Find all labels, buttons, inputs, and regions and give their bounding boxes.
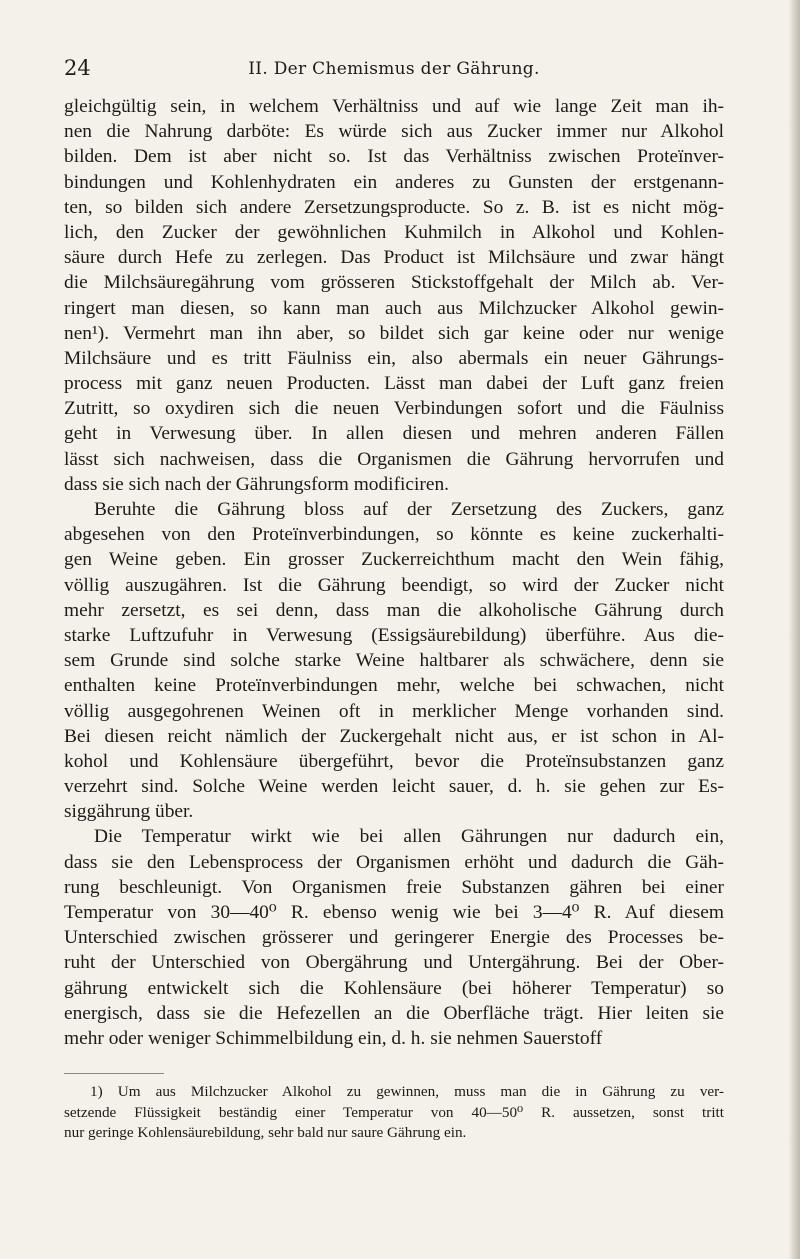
footnote-line: setzende Flüssigkeit beständig einer Temperatur von 40—50⁰ R. aussetzen, sonst tritt bbox=[64, 1103, 724, 1121]
footnote-line: nur geringe Kohlensäurebildung, sehr bald nur saure Gährung ein. bbox=[64, 1124, 467, 1142]
text-line: nen¹). Vermehrt man ihn aber, so bildet sich gar keine oder nur wenige bbox=[64, 322, 724, 344]
text-line: dass sie den Lebensprocess der Organismen erhöht und dadurch die Gäh- bbox=[64, 851, 724, 873]
text-line: bindungen und Kohlenhydraten ein anderes zu Gunsten der erstgenann- bbox=[64, 171, 724, 193]
text-line: enthalten keine Proteïnverbindungen mehr, welche bei schwachen, nicht bbox=[64, 675, 724, 697]
text-line: siggährung über. bbox=[64, 801, 194, 823]
text-line: gleichgültig sein, in welchem Verhältniss und auf wie lange Zeit man ih- bbox=[64, 96, 724, 117]
running-head: II. Der Chemismus der Gährung. bbox=[248, 59, 540, 79]
text-line: Milchsäure und es tritt Fäulniss ein, also abermals ein neuer Gährungs- bbox=[64, 347, 724, 369]
text-line: Temperatur von 30—40⁰ R. ebenso wenig wie bei 3—4⁰ R. Auf diesem bbox=[64, 902, 724, 923]
text-line: säure durch Hefe zu zerlegen. Das Product ist Milchsäure und zwar hängt bbox=[64, 247, 724, 269]
text-line: Die Temperatur wirkt wie bei allen Gährungen nur dadurch ein, bbox=[94, 826, 724, 848]
text-line: energisch, dass sie die Hefezellen an die Oberfläche trägt. Hier leiten sie bbox=[64, 1002, 724, 1024]
text-line: verzehrt sind. Solche Weine werden leicht sauer, d. h. sie gehen zur Es- bbox=[64, 776, 724, 798]
text-line: mehr oder weniger Schimmelbildung ein, d. h. sie nehmen Sauerstoff bbox=[64, 1027, 603, 1049]
footnote-rule bbox=[64, 1073, 164, 1074]
text-line: geht in Verwesung über. In allen diesen und mehren anderen Fällen bbox=[64, 423, 724, 445]
text-line: dass sie sich nach der Gährungsform modificiren. bbox=[64, 473, 450, 495]
paragraph bbox=[64, 824, 724, 1051]
text-line: ten, so bilden sich andere Zersetzungsproducte. So z. B. ist es nicht mög- bbox=[64, 196, 724, 218]
text-line: Beruhte die Gährung bloss auf der Zersetzung des Zuckers, ganz bbox=[94, 499, 724, 520]
text-line: bilden. Dem ist aber nicht so. Ist das Verhältniss zwischen Proteïnver- bbox=[64, 146, 724, 168]
text-line: abgesehen von den Proteïnverbindungen, so könnte es keine zuckerhalti- bbox=[64, 524, 724, 546]
body-text bbox=[64, 94, 724, 1051]
text-line: starke Luftzufuhr in Verwesung (Essigsäurebildung) überführe. Aus die- bbox=[64, 624, 724, 646]
text-line: völlig ausgegohrenen Weinen oft in merklicher Menge vorhanden sind. bbox=[64, 700, 724, 722]
text-line: sem Grunde sind solche starke Weine haltbarer als schwächere, denn sie bbox=[64, 650, 724, 672]
text-line: die Milchsäuregährung vom grösseren Stickstoffgehalt der Milch ab. Ver- bbox=[64, 272, 724, 294]
book-page bbox=[64, 56, 724, 1144]
text-line: Unterschied zwischen grösserer und geringerer Energie des Processes be- bbox=[64, 927, 724, 949]
text-line: lässt sich nachweisen, dass die Organismen die Gährung hervorrufen und bbox=[64, 448, 724, 470]
text-line: ringert man diesen, so kann man auch aus Milchzucker Alkohol gewin- bbox=[64, 297, 724, 319]
text-line: rung beschleunigt. Von Organismen freie Substanzen gähren bei einer bbox=[64, 876, 724, 898]
text-line: kohol und Kohlensäure übergeführt, bevor die Proteïnsubstanzen ganz bbox=[64, 750, 724, 772]
page-edge-shadow bbox=[788, 0, 800, 1259]
paragraph bbox=[64, 497, 724, 824]
text-line: gährung entwickelt sich die Kohlensäure (bei höherer Temperatur) so bbox=[64, 977, 724, 999]
text-line: mehr zersetzt, es sei denn, dass man die alkoholische Gährung durch bbox=[64, 599, 724, 621]
text-line: ruht der Unterschied von Obergährung und Untergährung. Bei der Ober- bbox=[64, 952, 724, 974]
text-line: Zutritt, so oxydiren sich die neuen Verbindungen sofort und die Fäulniss bbox=[64, 398, 724, 420]
text-line: process mit ganz neuen Producten. Lässt man dabei der Luft ganz freien bbox=[64, 373, 724, 395]
footnote-line: 1) Um aus Milchzucker Alkohol zu gewinnen, muss man die in Gährung zu ver- bbox=[90, 1083, 724, 1101]
text-line: gen Weine geben. Ein grosser Zuckerreichthum macht den Wein fähig, bbox=[64, 549, 724, 571]
footnote bbox=[64, 1082, 724, 1144]
page-header bbox=[64, 56, 724, 84]
text-line: Bei diesen reicht nämlich der Zuckergehalt nicht aus, er ist schon in Al- bbox=[64, 725, 724, 747]
paragraph bbox=[64, 94, 724, 497]
text-line: nen die Nahrung darböte: Es würde sich aus Zucker immer nur Alkohol bbox=[64, 121, 724, 143]
text-line: lich, den Zucker der gewöhnlichen Kuhmilch in Alkohol und Kohlen- bbox=[64, 221, 724, 243]
text-line: völlig auszugähren. Ist die Gährung beendigt, so wird der Zucker nicht bbox=[64, 574, 724, 596]
page-number: 24 bbox=[64, 56, 91, 80]
